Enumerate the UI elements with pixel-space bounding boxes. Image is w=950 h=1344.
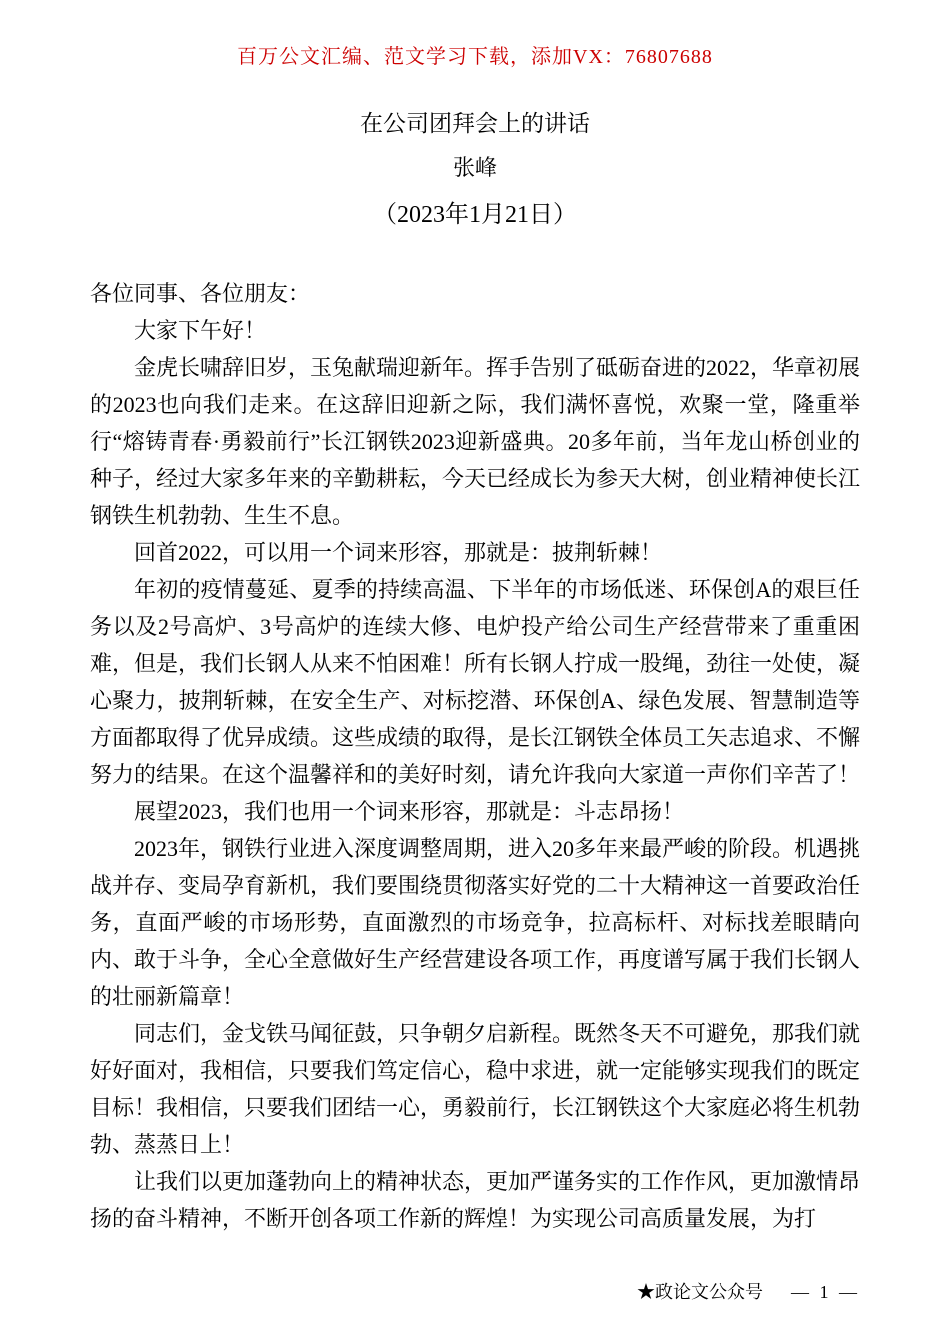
paragraph-review-2022-lead: 回首2022，可以用一个词来形容，那就是：披荆斩棘！	[134, 540, 663, 565]
page-number: — 1 —	[791, 1282, 860, 1302]
paragraph-salutation: 各位同事、各位朋友：	[90, 281, 311, 306]
document-body	[90, 275, 860, 1237]
paragraph-outlook-2023-lead: 展望2023，我们也用一个词来形容，那就是：斗志昂扬！	[134, 799, 685, 824]
paragraph-review-2022-detail: 年初的疫情蔓延、夏季的持续高温、下半年的市场低迷、环保创A的艰巨任务以及2号高炉、3号高炉的连续大修、电炉投产给公司生产经营带来了重重困难，但是，我们长钢人从来不怕困难！所有长钢人拧成一股绳，劲往一处使，凝心聚力，披荆斩棘，在安全生产、对标挖潜、环保创A、绿色发展、智慧制造等方面都取得了优异成绩。这些成绩的取得，是长江钢铁全体员工矢志追求、不懈努力的结果。在这个温馨祥和的美好时刻，请允许我向大家道一声你们辛苦了！	[90, 577, 861, 787]
paragraph-outlook-2023-detail: 2023年，钢铁行业进入深度调整周期，进入20多年来最严峻的阶段。机遇挑战并存、变局孕育新机，我们要围绕贯彻落实好党的二十大精神这一首要政治任务，直面严峻的市场形势，直面激烈的市场竞争，拉高标杆、对标找差眼睛向内、敢于斗争，全心全意做好生产经营建设各项工作，再度谱写属于我们长钢人的壮丽新篇章！	[90, 836, 861, 1009]
promo-header-text: 百万公文汇编、范文学习下载，添加VX：76807688	[237, 46, 713, 68]
paragraph-opening: 金虎长啸辞旧岁，玉兔献瑞迎新年。挥手告别了砥砺奋进的2022，华章初展的2023也向我们走来。在这辞旧迎新之际，我们满怀喜悦，欢聚一堂，隆重举行“熔铸青春·勇毅前行”长江钢铁2023迎新盛典。20多年前，当年龙山桥创业的种子，经过大家多年来的辛勤耕耘，今天已经成长为参天大树，创业精神使长江钢铁生机勃勃、生生不息。	[90, 355, 861, 528]
page-footer	[637, 1278, 860, 1304]
paragraph-greeting: 大家下午好！	[134, 318, 267, 343]
footer-account-label: ★政论文公众号	[637, 1282, 763, 1302]
document-author: 张峰	[452, 155, 497, 180]
document-date: （2023年1月21日）	[373, 202, 577, 228]
paragraph-comrades-appeal: 同志们，金戈铁马闻征鼓，只争朝夕启新程。既然冬天不可避免，那我们就好好面对，我相信，只要我们笃定信心，稳中求进，就一定能够实现我们的既定目标！我相信，只要我们团结一心，勇毅前行，长江钢铁这个大家庭必将生机勃勃、蒸蒸日上！	[90, 1021, 861, 1157]
paragraph-closing-partial: 让我们以更加蓬勃向上的精神状态，更加严谨务实的工作作风，更加激情昂扬的奋斗精神，不断开创各项工作新的辉煌！为实现公司高质量发展，为打	[90, 1169, 861, 1231]
document-title: 在公司团拜会上的讲话	[360, 111, 590, 136]
